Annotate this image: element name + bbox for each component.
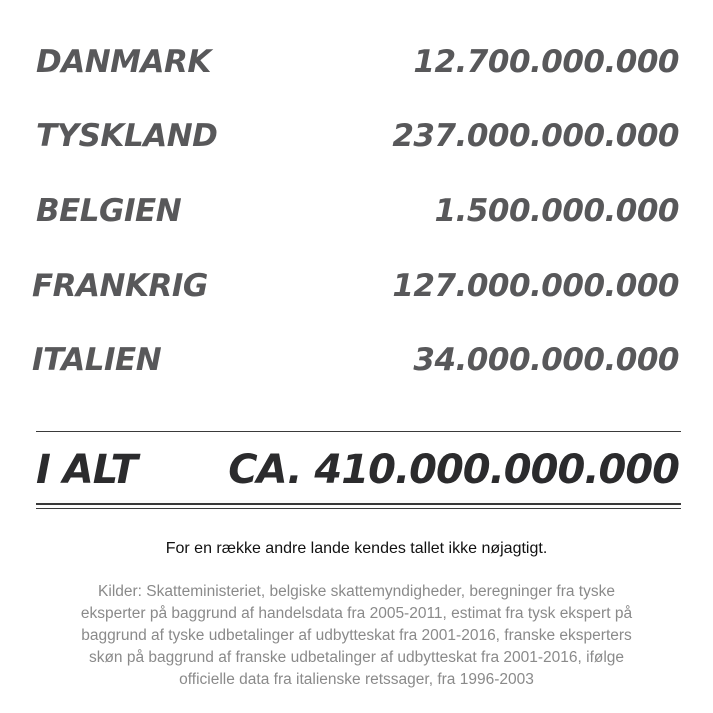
sources-line: eksperter på baggrund af handelsdata fra 2005-2011, estimat fra tysk ekspert på	[80, 605, 633, 622]
table-row	[0, 186, 713, 236]
footnote: For en række andre lande kendes tallet ikke nøjagtigt.	[165, 540, 548, 557]
sources-line: skøn på baggrund af franske udbetalinger af udbytteskat fra 2001-2016, ifølge	[88, 649, 625, 666]
top-divider	[36, 431, 681, 432]
country-amount: 127.000.000.000	[392, 268, 679, 304]
country-name: ITALIEN	[32, 342, 162, 378]
country-name: FRANKRIG	[32, 268, 208, 304]
country-amount: 237.000.000.000	[392, 118, 679, 154]
total-amount: CA. 410.000.000.000	[228, 447, 679, 493]
sources-text	[58, 581, 655, 691]
table-row	[0, 111, 713, 161]
country-amount: 12.700.000.000	[413, 44, 679, 80]
country-amount: 1.500.000.000	[434, 193, 679, 229]
country-name: DANMARK	[36, 44, 211, 80]
bottom-divider-thin	[36, 508, 681, 509]
country-name: TYSKLAND	[36, 118, 218, 154]
sources-line: officielle data fra italienske retssager, fra 1996-2003	[179, 671, 534, 688]
table-row	[0, 335, 713, 385]
country-amount: 34.000.000.000	[413, 342, 679, 378]
sources-line: baggrund af tyske udbetalinger af udbytteskat fra 2001-2016, franske eksperters	[81, 627, 632, 644]
total-label: I ALT	[36, 447, 137, 493]
table-row	[0, 261, 713, 311]
table-row	[0, 37, 713, 87]
bottom-divider-thick	[36, 503, 681, 505]
country-name: BELGIEN	[36, 193, 182, 229]
sources-line: Kilder: Skatteministeriet, belgiske skattemyndigheder, beregninger fra tyske	[98, 583, 615, 600]
